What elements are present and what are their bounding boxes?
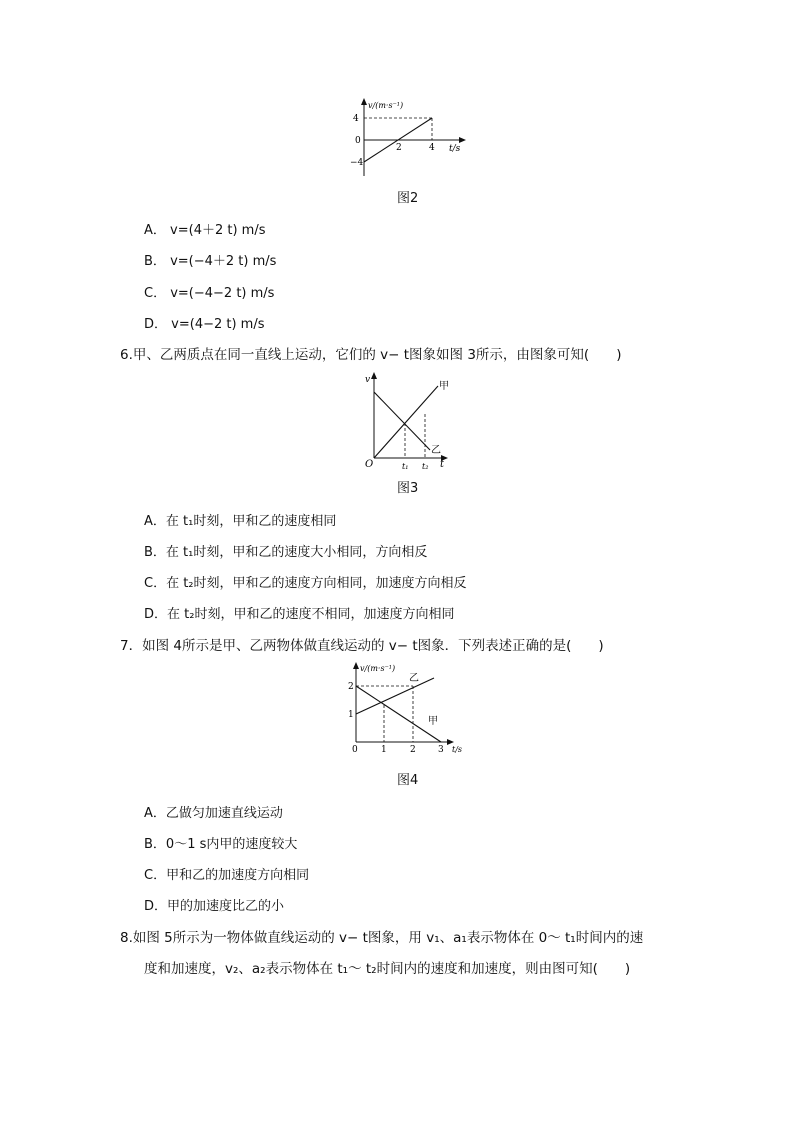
q8-stem-line1: 8.如图 5所示为一物体做直线运动的 v− t图象，用 v₁、a₁表示物体在 0～ t₁时间内的速: [120, 930, 644, 946]
fig4-xlabel: t/s: [452, 745, 463, 754]
fig3-xlabel: t: [440, 459, 445, 470]
q6-option-a: A．在 t₁时刻，甲和乙的速度相同: [144, 514, 337, 529]
fig2-xtick-4: 4: [429, 143, 435, 153]
figure-3: [358, 370, 458, 472]
fig4-xtick-3: 3: [438, 745, 444, 755]
fig4-caption: 图4: [397, 773, 419, 788]
fig2-ytick-4: 4: [353, 114, 359, 124]
fig2-caption: 图2: [397, 191, 419, 206]
fig2-y-arrow: [361, 98, 367, 105]
fig3-t1: t₁: [402, 462, 409, 471]
q5-option-d: D． v=(4−2 t) m/s: [144, 317, 265, 332]
fig4-ytick-2: 2: [348, 682, 354, 692]
q7-stem: 7．如图 4所示是甲、乙两物体做直线运动的 v− t图象．下列表述正确的是( ): [120, 638, 604, 654]
fig4-xtick-1: 1: [381, 745, 387, 755]
fig2-x-arrow: [459, 137, 466, 143]
q5-option-a: A． v=(4＋2 t) m/s: [144, 223, 266, 238]
fig4-xtick-0: 0: [352, 745, 358, 755]
q8-stem-line2: 度和加速度，v₂、a₂表示物体在 t₁～ t₂时间内的速度和加速度，则由图可知( ): [144, 961, 631, 977]
fig3-label-yi: 乙: [431, 445, 441, 456]
figure-2: [350, 96, 470, 182]
q7-option-d: D．甲的加速度比乙的小: [144, 899, 285, 914]
fig4-label-yi: 乙: [409, 673, 419, 684]
fig4-y-arrow: [353, 662, 359, 669]
fig3-caption: 图3: [397, 481, 419, 496]
fig4-xtick-2: 2: [410, 745, 416, 755]
fig4-ytick-1: 1: [348, 710, 354, 720]
fig4-ylabel: v/(m·s⁻¹): [360, 664, 396, 673]
q6-option-b: B．在 t₁时刻，甲和乙的速度大小相同，方向相反: [144, 545, 428, 560]
fig2-xtick-2: 2: [396, 143, 402, 153]
q5-option-b: B． v=(−4＋2 t) m/s: [144, 254, 277, 269]
fig4-line-yi: [356, 678, 434, 714]
q6-option-d: D．在 t₂时刻，甲和乙的速度不相同，加速度方向相同: [144, 607, 455, 622]
q5-option-c: C． v=(−4−2 t) m/s: [144, 286, 275, 301]
fig2-ylabel: v/(m·s⁻¹): [368, 101, 404, 110]
q7-option-b: B．0～1 s内甲的速度较大: [144, 837, 298, 852]
fig2-ytick-0: 0: [355, 136, 361, 146]
fig3-y-arrow: [371, 372, 377, 379]
fig3-ylabel: v: [365, 375, 371, 385]
fig3-origin: O: [365, 459, 374, 470]
q7-option-c: C．甲和乙的加速度方向相同: [144, 868, 310, 883]
figure-4: [344, 660, 474, 756]
fig2-ytick-neg4: −4: [350, 158, 364, 168]
q7-option-a: A．乙做匀加速直线运动: [144, 806, 283, 821]
fig3-line-jia: [374, 386, 438, 458]
fig3-label-jia: 甲: [439, 381, 449, 392]
fig3-t2: t₂: [422, 462, 429, 471]
fig3-line-yi: [374, 392, 430, 450]
q6-stem: 6.甲、乙两质点在同一直线上运动，它们的 v− t图象如图 3所示，由图象可知( ): [120, 347, 622, 363]
fig4-label-jia: 甲: [428, 716, 438, 727]
q6-option-c: C．在 t₂时刻，甲和乙的速度方向相同，加速度方向相反: [144, 576, 467, 591]
fig2-xlabel: t/s: [449, 144, 461, 154]
